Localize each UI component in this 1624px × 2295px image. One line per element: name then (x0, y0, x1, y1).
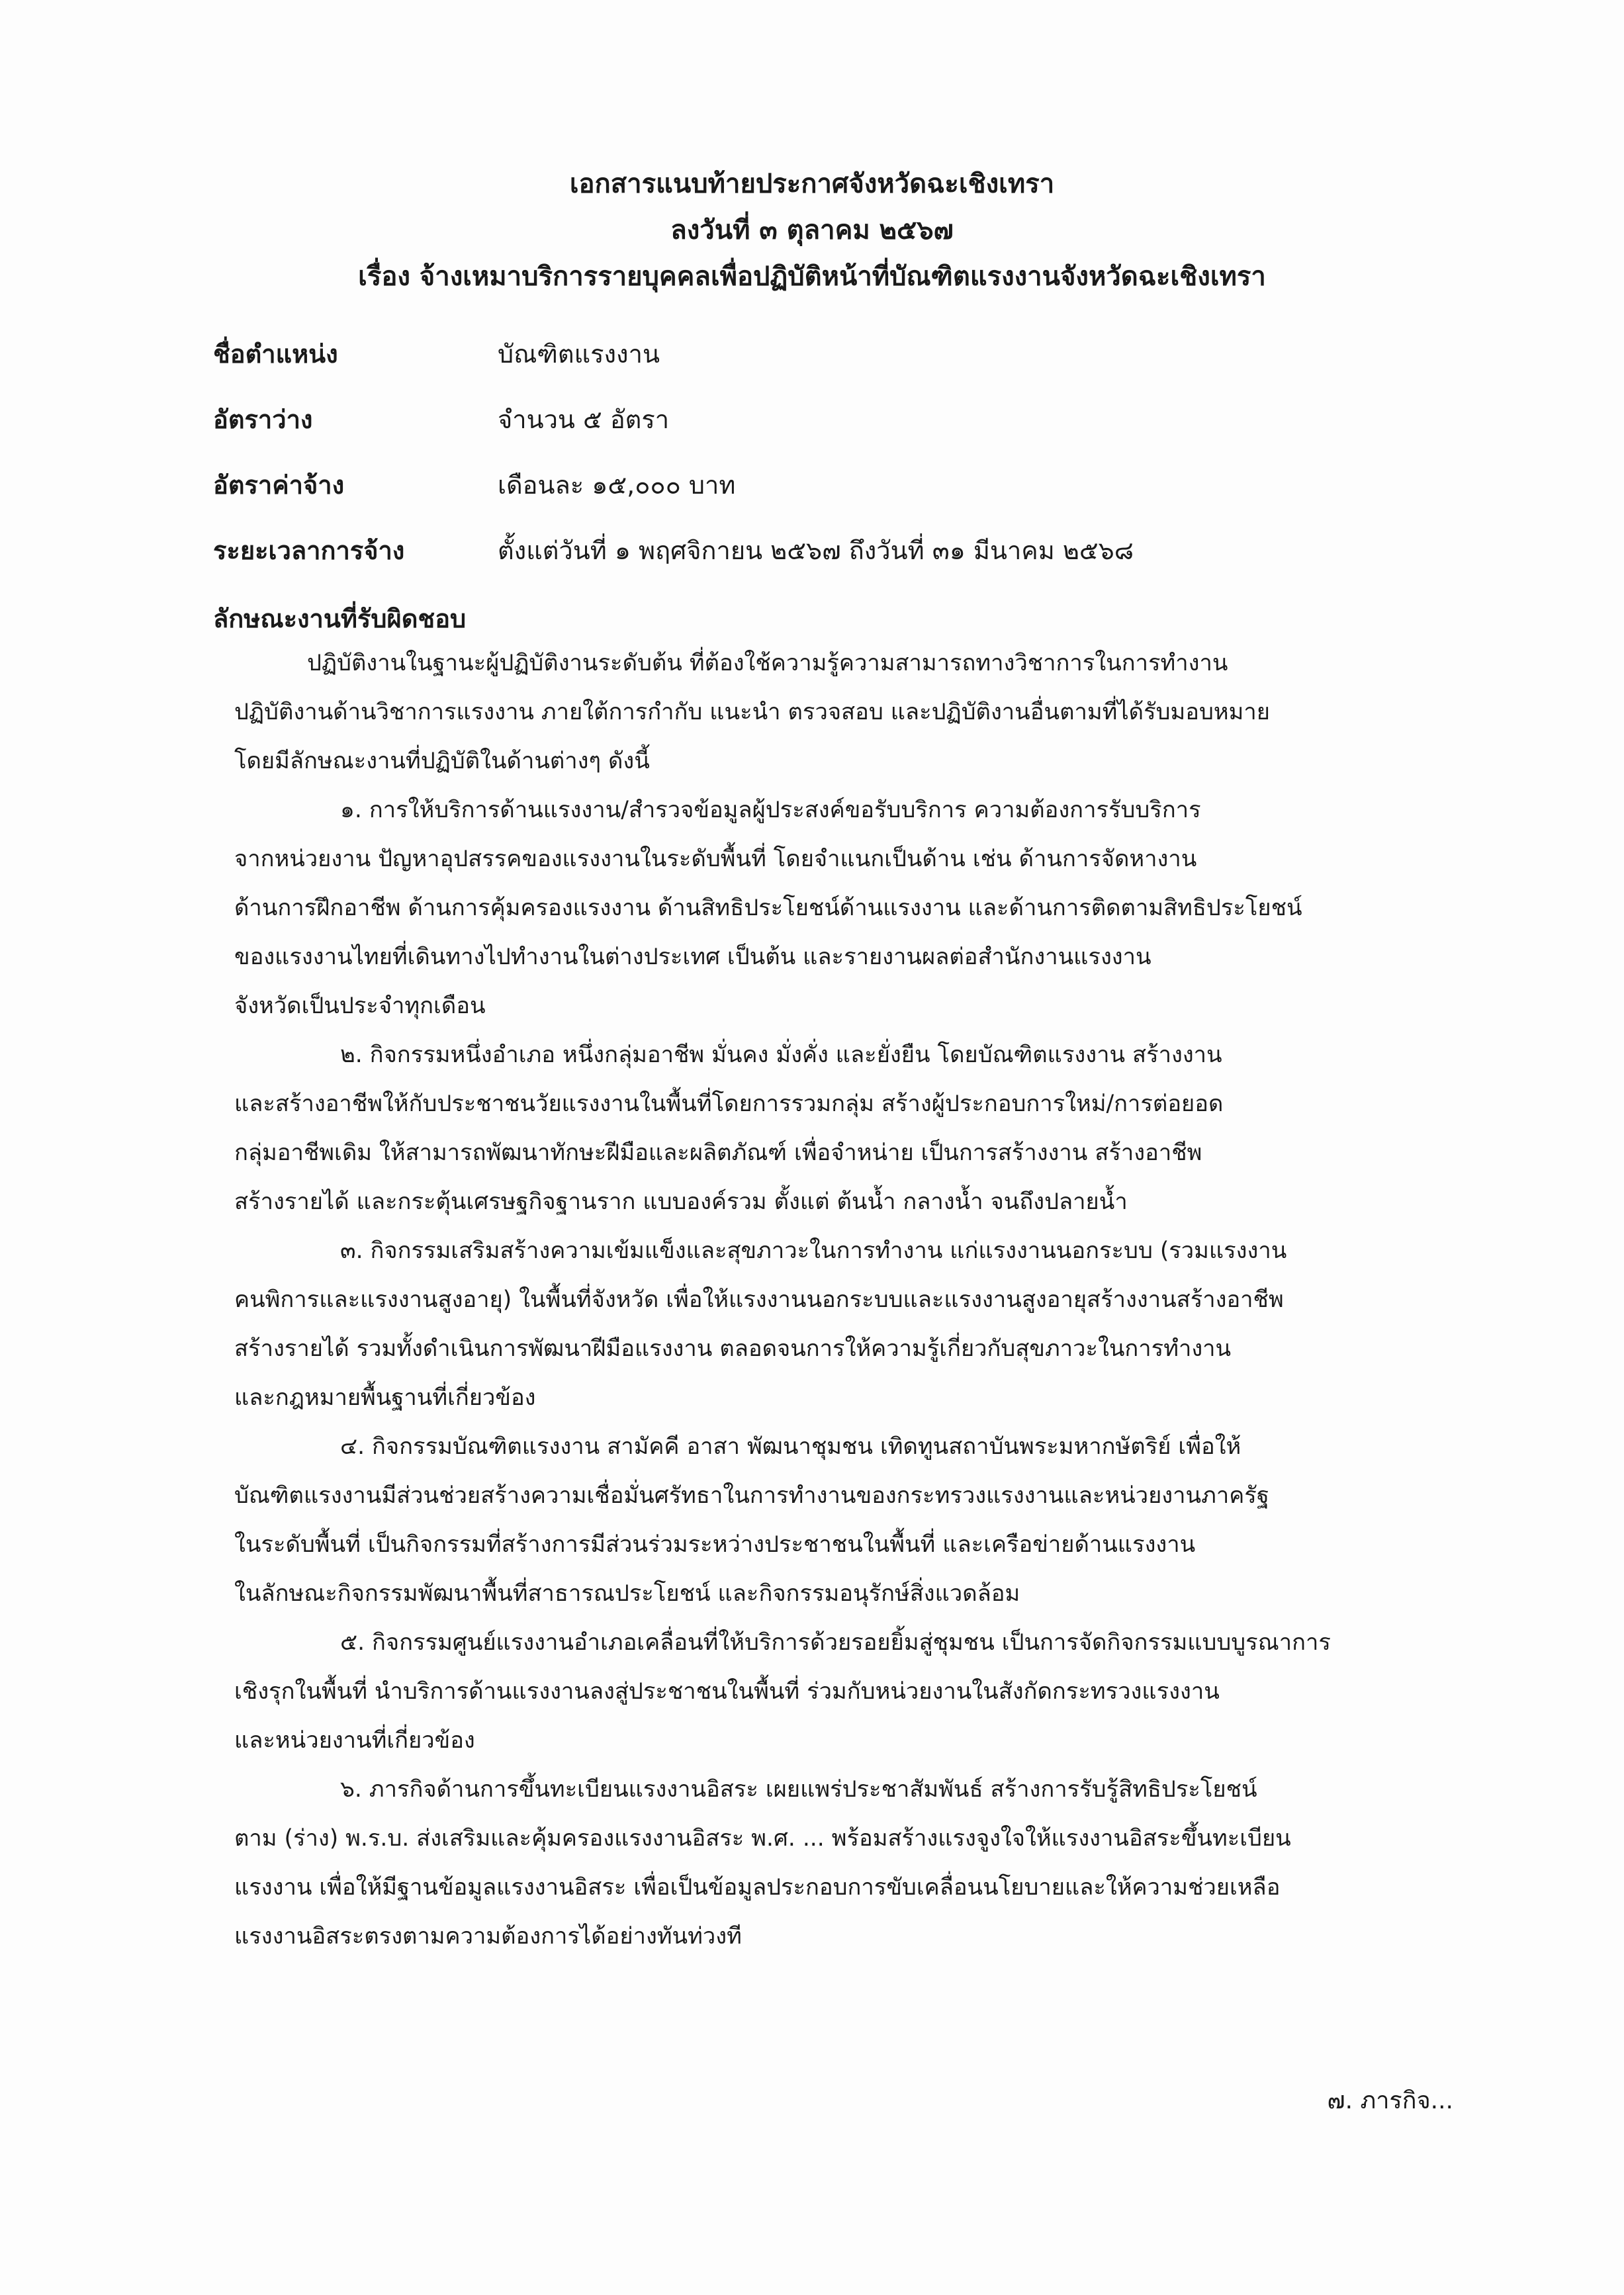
paragraph-item-3: ๓. กิจกรรมเสริมสร้างความเข้มแข็งและสุขภาวะในการทำงาน แก่แรงงานนอกระบบ (รวมแรงงาน คนพิการและแรงงานสูงอายุ) ในพื้นที่จังหวัด เพื่อให้แรงงานนอกระบบและแรงงานสูงอายุสร้างงานสร้างอาชีพ สร้างรายได้ รวมทั้งดำเนินการพัฒนาฝีมือแรงงาน ตลอดจนการให้ความรู้เกี่ยวกับสุขภาวะในการทำงาน และกฎหมายพื้นฐานที่เกี่ยวข้อง (234, 1238, 1287, 1411)
paragraph-item-5: ๕. กิจกรรมศูนย์แรงงานอำเภอเคลื่อนที่ให้บริการด้วยรอยยิ้มสู่ชุมชน เป็นการจัดกิจกรรมแบบบูรณาการ เชิงรุกในพื้นที่ นำบริการด้านแรงงานลงสู่ประชาชนในพื้นที่ ร่วมกับหน่วยงานในสังกัดกระทรวงแรงงาน และหน่วยงานที่เกี่ยวข้อง (234, 1629, 1331, 1754)
paragraph-item-1: ๑. การให้บริการด้านแรงงาน/สำรวจข้อมูลผู้ประสงค์ขอรับบริการ ความต้องการรับบริการ จากหน่วยงาน ปัญหาอุปสรรคของแรงงานในระดับพื้นที่ โดยจำแนกเป็นด้าน เช่น ด้านการจัดหางาน ด้านการฝึกอาชีพ ด้านการคุ้มครองแรงงาน ด้านสิทธิประโยชน์ด้านแรงงาน และด้านการติดตามสิทธิประโยชน์ ของแรงงานไทยที่เดินทางไปทำงานในต่างประเทศ เป็นต้น และรายงานผลต่อสำนักงานแรงงาน จังหวัดเป็นประจำทุกเดือน (234, 797, 1302, 1019)
field-employment-period (213, 531, 1470, 570)
field-label: อัตราค่าจ้าง (213, 471, 345, 500)
field-value: เดือนละ ๑๕,๐๐๐ บาท (498, 471, 736, 500)
field-label: อัตราว่าง (213, 405, 313, 434)
paragraph-intro: ปฏิบัติงานในฐานะผู้ปฏิบัติงานระดับต้น ที่ต้องใช้ความรู้ความสามารถทางวิชาการในการทำงาน ปฏิบัติงานด้านวิชาการแรงงาน ภายใต้การกำกับ แนะนำ ตรวจสอบ และปฏิบัติงานอื่นตามที่ได้รับมอบหมาย โดยมีลักษณะงานที่ปฏิบัติในด้านต่างๆ ดังนี้ (234, 650, 1270, 774)
field-value: ตั้งแต่วันที่ ๑ พฤศจิกายน ๒๕๖๗ ถึงวันที่ ๓๑ มีนาคม ๒๕๖๘ (498, 536, 1134, 565)
section-title-responsibilities: ลักษณะงานที่รับผิดชอบ (213, 604, 467, 633)
field-wage (213, 465, 1470, 505)
field-vacancies (213, 400, 1470, 439)
document-date: ลงวันที่ ๓ ตุลาคม ๒๕๖๗ (670, 215, 954, 246)
field-value: จำนวน ๕ อัตรา (498, 405, 670, 434)
field-value: บัณฑิตแรงงาน (498, 339, 660, 369)
continuation-note: ๗. ภารกิจ... (1327, 2087, 1453, 2114)
field-label: ระยะเวลาการจ้าง (213, 536, 405, 565)
document-body (234, 639, 1472, 1961)
document-title: เอกสารแนบท้ายประกาศจังหวัดฉะเชิงเทรา (569, 169, 1055, 199)
paragraph-item-6: ๖. ภารกิจด้านการขึ้นทะเบียนแรงงานอิสระ เผยแพร่ประชาสัมพันธ์ สร้างการรับรู้สิทธิประโยชน์ ตาม (ร่าง) พ.ร.บ. ส่งเสริมและคุ้มครองแรงงานอิสระ พ.ศ. ... พร้อมสร้างแรงจูงใจให้แรงงานอิสระขึ้นทะเบียน แรงงาน เพื่อให้มีฐานข้อมูลแรงงานอิสระ เพื่อเป็นข้อมูลประกอบการขับเคลื่อนนโยบายและให้ความช่วยเหลือ แรงงานอิสระตรงตามความต้องการได้อย่างทันท่วงที (234, 1776, 1291, 1950)
paragraph-item-4: ๔. กิจกรรมบัณฑิตแรงงาน สามัคคี อาสา พัฒนาชุมชน เทิดทูนสถาบันพระมหากษัตริย์ เพื่อให้ บัณฑิตแรงงานมีส่วนช่วยสร้างความเชื่อมั่นศรัทธาในการทำงานของกระทรวงแรงงานและหน่วยงานภาครัฐ ในระดับพื้นที่ เป็นกิจกรรมที่สร้างการมีส่วนร่วมระหว่างประชาชนในพื้นที่ และเครือข่ายด้านแรงงาน ในลักษณะกิจกรรมพัฒนาพื้นที่สาธารณประโยชน์ และกิจกรรมอนุรักษ์สิ่งแวดล้อม (234, 1433, 1269, 1607)
paragraph-item-2: ๒. กิจกรรมหนึ่งอำเภอ หนึ่งกลุ่มอาชีพ มั่นคง มั่งคั่ง และยั่งยืน โดยบัณฑิตแรงงาน สร้างงาน และสร้างอาชีพให้กับประชาชนวัยแรงงานในพื้นที่โดยการรวมกลุ่ม สร้างผู้ประกอบการใหม่/การต่อยอด กลุ่มอาชีพเดิม ให้สามารถพัฒนาทักษะฝีมือและผลิตภัณฑ์ เพื่อจำหน่าย เป็นการสร้างงาน สร้างอาชีพ สร้างรายได้ และกระตุ้นเศรษฐกิจฐานราก แบบองค์รวม ตั้งแต่ ต้นน้ำ กลางน้ำ จนถึงปลายน้ำ (234, 1042, 1224, 1215)
field-position (213, 334, 1470, 374)
field-label: ชื่อตำแหน่ง (213, 339, 338, 369)
document-subject: เรื่อง จ้างเหมาบริการรายบุคคลเพื่อปฏิบัติหน้าที่บัณฑิตแรงงานจังหวัดฉะเชิงเทรา (358, 261, 1266, 292)
